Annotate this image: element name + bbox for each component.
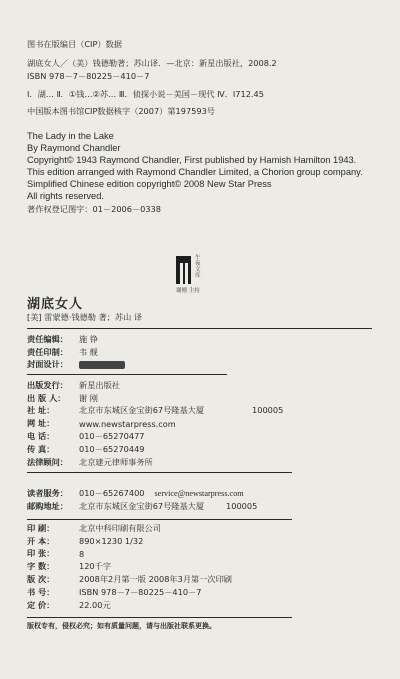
- credit-label: 封面设计：: [27, 359, 68, 370]
- english-chinese-edition: Simplified Chinese edition copyright© 2008 New Star Press: [27, 179, 272, 189]
- copyright-registration: 著作权登记图字：01－2006－0338: [27, 204, 161, 214]
- publisher-logo-mark: [176, 256, 191, 284]
- divider: [27, 617, 292, 618]
- reader-table: [27, 487, 257, 513]
- cip-classification: Ⅰ．湖… Ⅱ．①钱…②苏… Ⅲ．侦探小说－美国－现代 Ⅳ．I712.45: [27, 89, 264, 99]
- info-label: 网 址：: [27, 418, 55, 429]
- info-label: 社 址：: [27, 405, 55, 416]
- english-copyright: Copyright© 1943 Raymond Chandler, First published by Hamish Hamilton 1943.: [27, 155, 357, 165]
- address: 北京市东城区金宝街67号隆基大厦: [79, 405, 205, 416]
- credits-table: [27, 333, 125, 371]
- info-row: [27, 379, 283, 392]
- mail-address: 北京市东城区金宝街67号隆基大厦: [79, 500, 205, 511]
- cip-line: 湖底女人／（美）钱德勒著；苏山译．—北京：新星出版社，2008.2: [27, 58, 277, 68]
- english-author: By Raymond Chandler: [27, 143, 121, 153]
- credit-label: 责任印制：: [27, 346, 68, 357]
- print-label: 字 数：: [27, 561, 55, 572]
- english-rights: All rights reserved.: [27, 191, 104, 201]
- divider: [27, 519, 292, 520]
- logo-vertical-text: 午夜文库: [195, 255, 201, 279]
- credit-value: 韦 舰: [79, 346, 98, 357]
- publisher-table: [27, 379, 283, 469]
- legal-advisor: 北京建元律师事务所: [79, 456, 153, 467]
- printer: 北京中科印刷有限公司: [79, 522, 161, 533]
- credit-row: [27, 333, 125, 346]
- designer-signature: [79, 361, 125, 369]
- info-label: 邮购地址：: [27, 500, 68, 511]
- info-label: 出版发行：: [27, 379, 68, 390]
- info-label: 读者服务：: [27, 487, 68, 498]
- cip-isbn: ISBN 978－7－80225－410－7: [27, 71, 150, 81]
- postcode: 100005: [226, 500, 258, 511]
- postcode: 100005: [252, 405, 284, 416]
- print-row: [27, 535, 232, 548]
- info-row: [27, 417, 283, 430]
- print-row: [27, 522, 232, 535]
- print-row: [27, 573, 232, 586]
- print-table: [27, 522, 232, 612]
- rights-notice: 版权专有，侵权必究；如有质量问题，请与出版社联系更换。: [27, 622, 216, 630]
- print-row: [27, 586, 232, 599]
- print-row: [27, 548, 232, 561]
- print-label: 书 号：: [27, 586, 55, 597]
- book-title: 湖底女人: [27, 297, 84, 312]
- logo-caption: 谢刚 主持: [176, 288, 200, 294]
- credit-label: 责任编辑：: [27, 333, 68, 344]
- format: 890×1230 1/32: [79, 536, 144, 547]
- info-row: [27, 392, 283, 405]
- english-edition: This edition arranged with Raymond Chandler Limited, a Chorion group company.: [27, 167, 363, 177]
- info-label: 出 版 人：: [27, 392, 66, 403]
- service-email: service@newstarpress.com: [154, 488, 244, 498]
- fax: 010－65270449: [79, 443, 145, 454]
- english-title: The Lady in the Lake: [27, 131, 114, 141]
- info-label: 法律顾问：: [27, 456, 68, 467]
- info-value: [79, 405, 283, 418]
- cip-record-number: 中国版本图书馆CIP数据核字（2007）第197593号: [27, 106, 215, 116]
- phone: 010－65270477: [79, 431, 145, 442]
- credit-value: 施 铮: [79, 333, 98, 344]
- info-label: 电 话：: [27, 431, 55, 442]
- edition: 2008年2月第一版 2008年3月第一次印刷: [79, 574, 232, 585]
- divider: [27, 472, 292, 473]
- divider: [27, 374, 227, 375]
- info-row: [27, 405, 283, 418]
- info-row: [27, 456, 283, 469]
- credit-row: [27, 359, 125, 372]
- price: 22.00元: [79, 599, 111, 610]
- isbn: ISBN 978－7－80225－410－7: [79, 586, 202, 597]
- book-authors: [美] 雷蒙德·钱德勒 著；苏山 译: [27, 312, 143, 322]
- service-phone: 010－65267400: [79, 487, 145, 498]
- word-count: 120千字: [79, 561, 112, 572]
- print-label: 印 张：: [27, 548, 55, 559]
- print-label: 定 价：: [27, 599, 55, 610]
- sheets: 8: [79, 548, 85, 559]
- info-row: [27, 500, 257, 513]
- print-label: 开 本：: [27, 535, 55, 546]
- cip-heading: 图书在版编目（CIP）数据: [27, 39, 122, 49]
- publisher-logo: [176, 256, 220, 294]
- print-label: 版 次：: [27, 574, 55, 585]
- info-row: [27, 430, 283, 443]
- info-label: 传 真：: [27, 443, 55, 454]
- print-row: [27, 560, 232, 573]
- info-row: [27, 443, 283, 456]
- info-row: [27, 487, 257, 500]
- info-value: 新星出版社: [79, 379, 120, 390]
- divider: [27, 328, 372, 329]
- website: www.newstarpress.com: [79, 418, 176, 429]
- info-value: 谢 刚: [79, 392, 98, 403]
- print-row: [27, 599, 232, 612]
- print-label: 印 刷：: [27, 522, 55, 533]
- credit-row: [27, 346, 125, 359]
